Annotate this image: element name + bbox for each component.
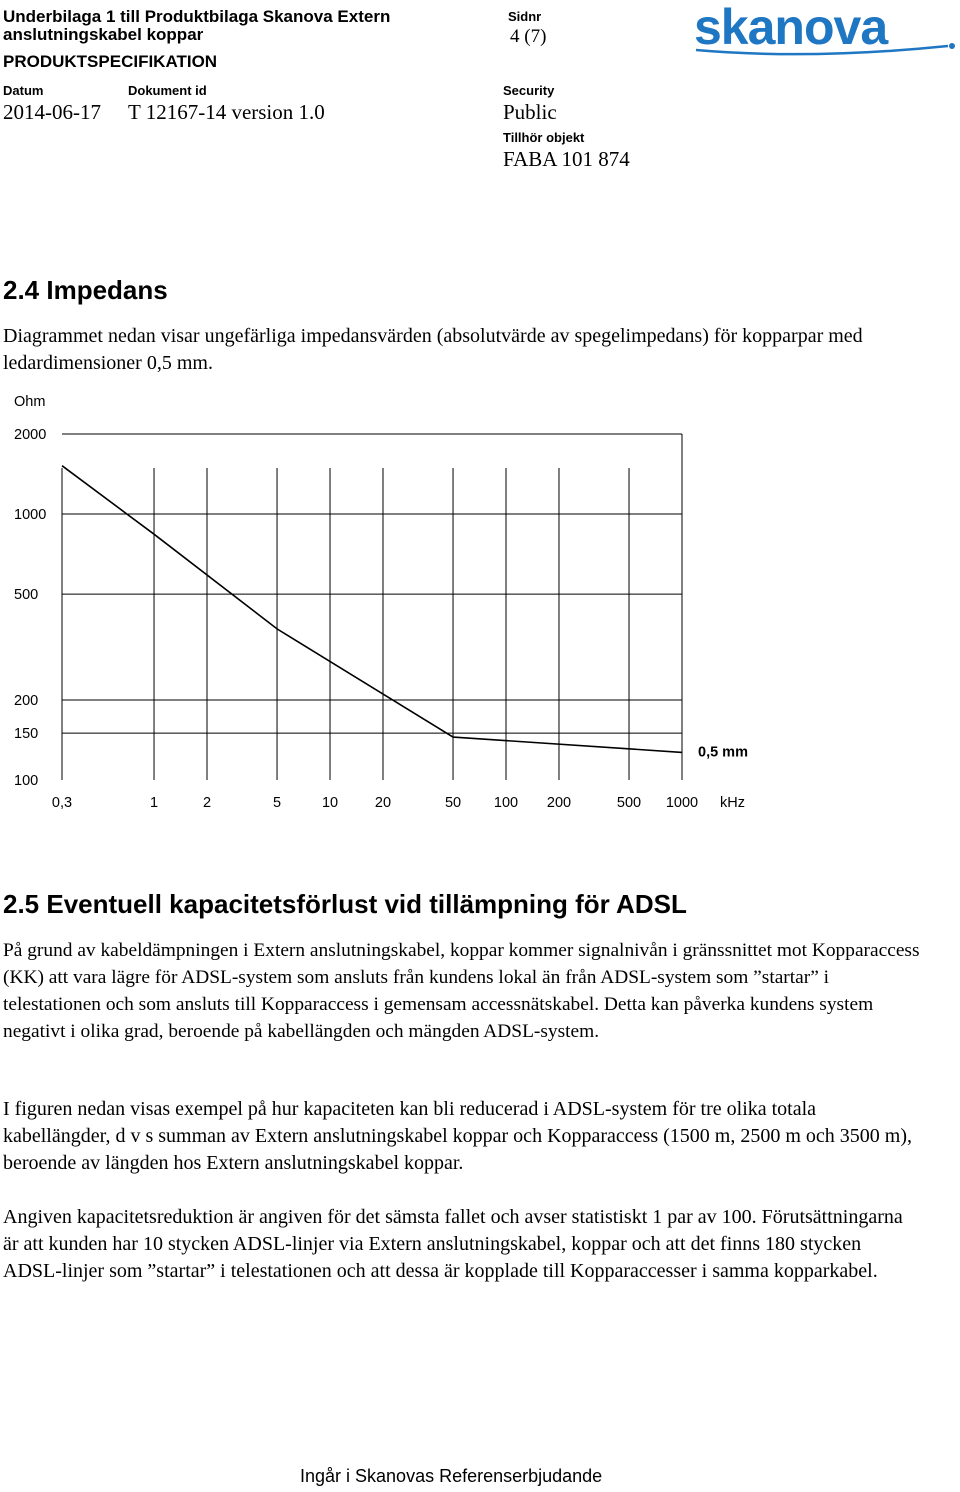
- datum-label: Datum: [3, 83, 44, 98]
- section-heading-adsl: 2.5 Eventuell kapacitetsförlust vid tillämpning för ADSL: [3, 889, 687, 919]
- chart-grid: [62, 434, 682, 780]
- chart-series: [62, 466, 682, 753]
- dokument-id-value: T 12167-14 version 1.0: [128, 100, 325, 124]
- sidnr-label: Sidnr: [508, 9, 542, 24]
- x-tick-label: 50: [444, 795, 462, 811]
- sidnr-value: 4 (7): [510, 26, 547, 47]
- adsl-paragraph-2: I figuren nedan visas exempel på hur kapaciteten kan bli reducerad i ADSL-system för tre olika totala kabellängder, d v s summan av Extern anslutningskabel koppar och Kopparaccess (1500 m, 2500 m och 3500 m), beroende av längden hos Extern anslutningskabel koppar.: [3, 1098, 912, 1174]
- y-axis-label: Ohm: [14, 394, 46, 410]
- y-tick-label: 200: [14, 692, 39, 709]
- y-tick-label: 1000: [14, 507, 47, 524]
- x-axis-label: kHz: [720, 795, 745, 811]
- x-tick-label: 5: [272, 795, 282, 811]
- impedance-chart: [0, 388, 960, 818]
- datum-value: 2014-06-17: [3, 100, 101, 124]
- impedans-intro-text: Diagrammet nedan visar ungefärliga impedansvärden (absolutvärde av spegelimpedans) för kopparpar med ledardimensioner 0,5 mm.: [3, 325, 863, 374]
- doc-title-line2: anslutningskabel koppar: [3, 25, 204, 44]
- security-label: Security: [503, 83, 555, 98]
- x-tick-label: 1000: [665, 795, 699, 811]
- doc-title-line1: Underbilaga 1 till Produktbilaga Skanova Extern: [3, 7, 391, 26]
- dokument-id-label: Dokument id: [128, 83, 207, 98]
- footer-text: Ingår i Skanovas Referenserbjudande: [300, 1466, 603, 1486]
- x-tick-label: 10: [321, 795, 339, 811]
- y-tick-label: 2000: [14, 427, 47, 443]
- section-heading-impedans: 2.4 Impedans: [3, 275, 168, 305]
- svg-text:skanova: skanova: [694, 0, 888, 55]
- y-tick-label: 100: [14, 773, 39, 789]
- security-value: Public: [503, 100, 557, 124]
- tillhor-objekt-value: FABA 101 874: [503, 147, 630, 171]
- tillhor-objekt-label: Tillhör objekt: [503, 130, 585, 145]
- x-tick-label: 1: [149, 795, 159, 811]
- doc-title-line3: PRODUKTSPECIFIKATION: [3, 52, 218, 71]
- x-tick-label: 100: [493, 795, 519, 811]
- series-label: 0,5 mm: [698, 744, 748, 761]
- y-tick-label: 150: [14, 726, 39, 743]
- x-tick-label: 20: [374, 795, 392, 811]
- skanova-logo: [690, 0, 958, 56]
- chart-labels: [14, 394, 748, 811]
- x-tick-label: 0,3: [51, 795, 73, 811]
- series-line: [62, 466, 682, 753]
- y-tick-label: 500: [14, 587, 39, 604]
- x-tick-label: 500: [616, 795, 642, 811]
- x-tick-label: 2: [202, 795, 212, 811]
- x-tick-label: 200: [546, 795, 572, 811]
- adsl-paragraph-3: Angiven kapacitetsreduktion är angiven för det sämsta fallet och avser statistiskt 1 par av 100. Förutsättningarna är att kunden har 10 stycken ADSL-linjer via Extern anslutningskabel, koppar och att det finns 180 stycken ADSL-linjer som ”startar” i telestationen och att dessa är kopplade till Kopparaccesser i samma kopparkabel.: [3, 1206, 903, 1282]
- adsl-paragraph-1: På grund av kabeldämpningen i Extern anslutningskabel, koppar kommer signalnivån i gränssnittet mot Kopparaccess (KK) att vara lägre för ADSL-system som ansluts från kundens lokal än från ADSL-system som ”startar” i telestationen och som ansluts till Kopparaccess i gemensam accessnätskabel. Detta kan påverka kundens system negativt i olika grad, beroende på kabellängden och mängden ADSL-system.: [3, 940, 920, 1042]
